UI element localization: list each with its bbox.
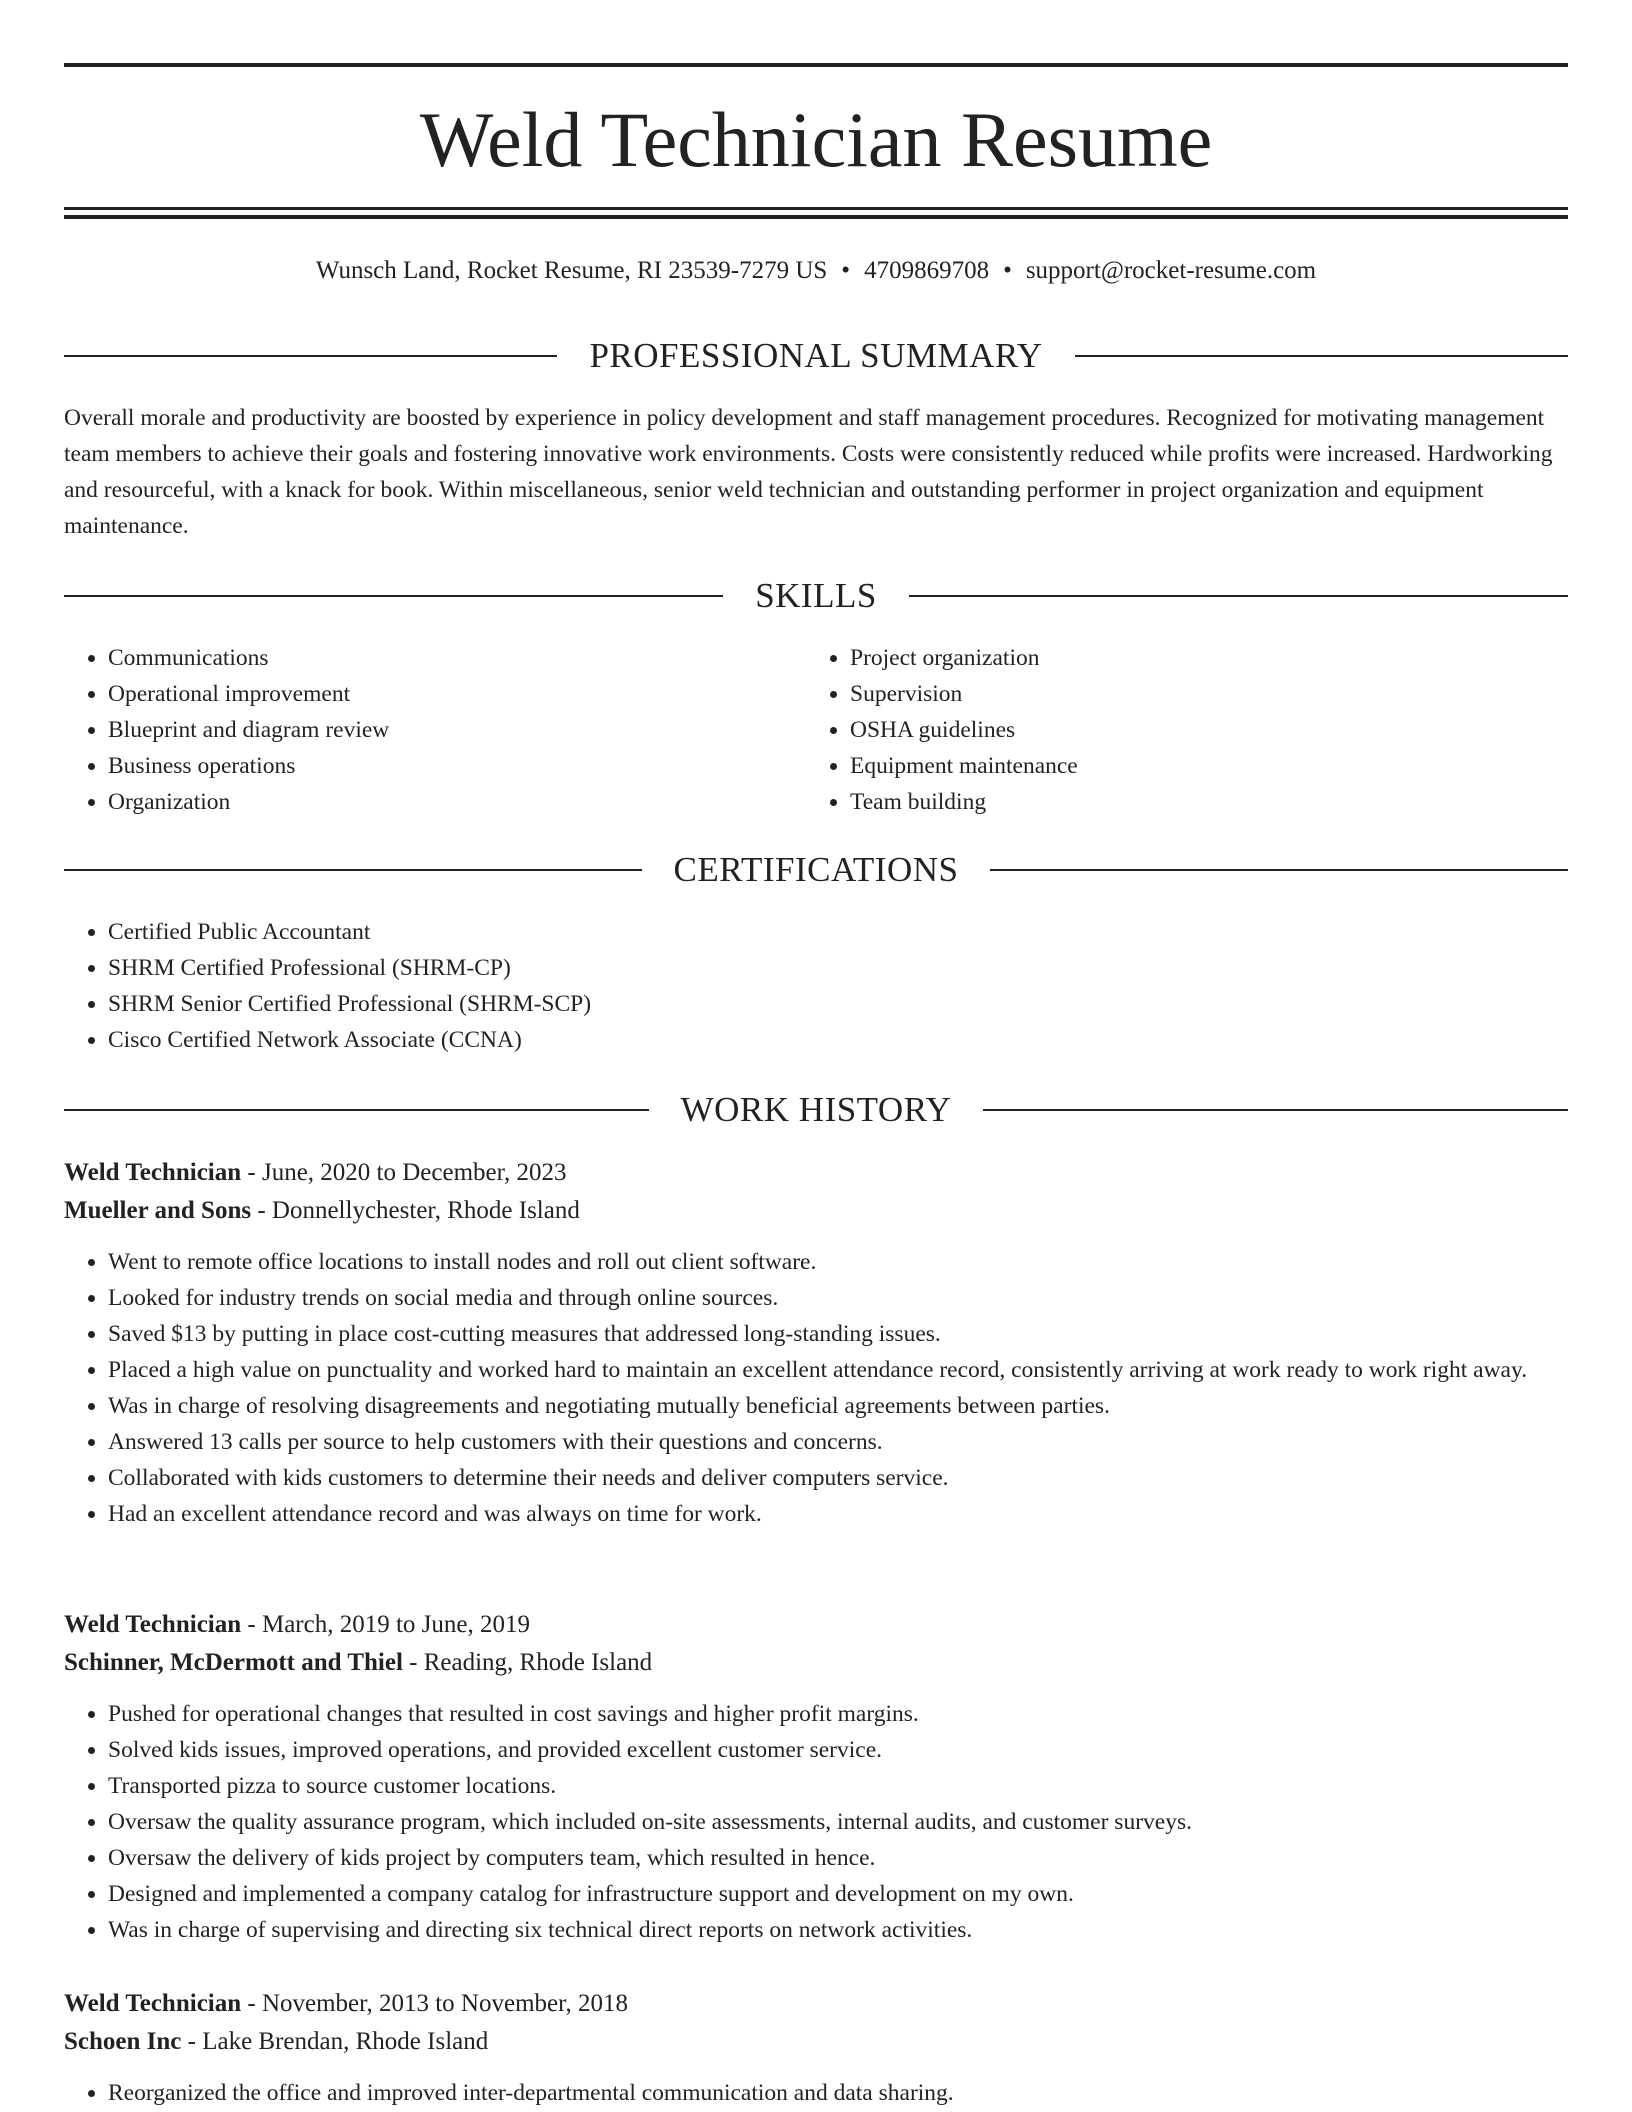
certifications-list	[64, 914, 1568, 1058]
job-company-line	[64, 2023, 1568, 2061]
job-duty: • Designed and implemented a company catalog for infrastructure support and development on my own.	[108, 1876, 1568, 1912]
job-entry	[64, 1606, 1568, 1948]
job-location: - Donnellychester, Rhode Island	[251, 1197, 580, 1224]
job-duty: • Looked for industry trends on social media and through online sources.	[108, 1280, 1568, 1316]
job-title: Weld Technician	[64, 1159, 242, 1186]
title-divider-upper	[64, 207, 1568, 210]
skill-item: • Organization	[108, 784, 804, 820]
job-duty: • Oversaw the quality assurance program, which included on-site assessments, internal audits, and customer surveys.	[108, 1804, 1568, 1840]
certifications-heading-label: CERTIFICATIONS	[673, 850, 959, 889]
job-title-line	[64, 1606, 1568, 1644]
job-duty: • Oversaw the delivery of kids project by computers team, which resulted in hence.	[108, 1840, 1568, 1876]
job-location: - Lake Brendan, Rhode Island	[181, 2028, 489, 2055]
job-company: Schinner, McDermott and Thiel	[64, 1649, 403, 1676]
skill-item: • OSHA guidelines	[850, 712, 1546, 748]
job-duty: • Was in charge of supervising and directing six technical direct reports on network activities.	[108, 1912, 1568, 1948]
skill-item: • Supervision	[850, 676, 1546, 712]
skill-item: • Project organization	[850, 640, 1546, 676]
job-dates: - March, 2019 to June, 2019	[241, 1611, 530, 1638]
contact-line	[64, 254, 1568, 288]
job-company-line	[64, 1644, 1568, 1682]
work-history-heading	[64, 1088, 1568, 1132]
skills-column-left	[64, 640, 804, 820]
contact-phone: 4709869708	[864, 257, 990, 284]
job-title: Weld Technician	[64, 1990, 242, 2017]
job-duty: • Solved kids issues, improved operations, and provided excellent customer service.	[108, 1732, 1568, 1768]
heading-rule-right	[1075, 355, 1568, 357]
certification-item: • SHRM Senior Certified Professional (SHRM-SCP)	[108, 986, 1568, 1022]
certifications-block	[64, 914, 1568, 1058]
heading-rule-right	[909, 595, 1568, 597]
job-duty: • Went to remote office locations to install nodes and roll out client software.	[108, 1244, 1568, 1280]
skills-list-right	[806, 640, 1546, 820]
job-title-line	[64, 1154, 1568, 1192]
skill-item: • Equipment maintenance	[850, 748, 1546, 784]
job-title-line	[64, 1985, 1568, 2023]
job-title: Weld Technician	[64, 1611, 242, 1638]
job-dates: - June, 2020 to December, 2023	[241, 1159, 567, 1186]
heading-rule-left	[64, 1109, 649, 1111]
contact-separator: •	[1003, 257, 1012, 284]
job-duty: • Collaborated with kids customers to determine their needs and deliver computers service.	[108, 1460, 1568, 1496]
job-duties-list	[64, 1696, 1568, 1948]
top-divider	[64, 63, 1568, 67]
job-duties-list	[64, 2075, 1568, 2111]
skills-heading	[64, 574, 1568, 618]
job-duty: • Was in charge of resolving disagreements and negotiating mutually beneficial agreements between parties.	[108, 1388, 1568, 1424]
job-duty: • Placed a high value on punctuality and worked hard to maintain an excellent attendance record, consistently arriving at work ready to work right away.	[108, 1352, 1568, 1388]
certification-item: • Certified Public Accountant	[108, 914, 1568, 950]
heading-rule-left	[64, 355, 557, 357]
job-duty: • Answered 13 calls per source to help customers with their questions and concerns.	[108, 1424, 1568, 1460]
job-company: Schoen Inc	[64, 2028, 182, 2055]
job-entry	[64, 1154, 1568, 1532]
page-title: Weld Technician Resume	[419, 96, 1213, 183]
heading-rule-right	[990, 869, 1568, 871]
summary-text: Overall morale and productivity are boosted by experience in policy development and staff management procedures. Recognized for motivating management team members to achieve their goals and fostering innovative work environments. Costs were consistently reduced while profits were increased. Hardworking and resourceful, with a knack for book. Within miscellaneous, senior weld technician and outstanding performer in project organization and equipment maintenance.	[64, 405, 1553, 539]
job-dates: - November, 2013 to November, 2018	[241, 1990, 628, 2017]
work-history-heading-label: WORK HISTORY	[680, 1090, 952, 1129]
job-company: Mueller and Sons	[64, 1197, 252, 1224]
skill-item: • Blueprint and diagram review	[108, 712, 804, 748]
job-duty: • Pushed for operational changes that resulted in cost savings and higher profit margins.	[108, 1696, 1568, 1732]
job-duty: • Saved $13 by putting in place cost-cutting measures that addressed long-standing issues.	[108, 1316, 1568, 1352]
job-entry	[64, 1985, 1568, 2111]
skills-heading-label: SKILLS	[755, 576, 877, 615]
job-duty: • Had an excellent attendance record and was always on time for work.	[108, 1496, 1568, 1532]
certification-item: • Cisco Certified Network Associate (CCNA)	[108, 1022, 1568, 1058]
contact-email: support@rocket-resume.com	[1025, 257, 1317, 284]
certifications-heading	[64, 848, 1568, 892]
heading-rule-left	[64, 869, 642, 871]
job-duties-list	[64, 1244, 1568, 1532]
skills-column-right	[806, 640, 1546, 820]
heading-rule-left	[64, 595, 723, 597]
skill-item: • Team building	[850, 784, 1546, 820]
summary-heading-label: PROFESSIONAL SUMMARY	[589, 336, 1043, 375]
skill-item: • Business operations	[108, 748, 804, 784]
skills-list-left	[64, 640, 804, 820]
job-company-line	[64, 1192, 1568, 1230]
skill-item: • Operational improvement	[108, 676, 804, 712]
title-divider-lower	[64, 215, 1568, 219]
heading-rule-right	[983, 1109, 1568, 1111]
contact-address: Wunsch Land, Rocket Resume, RI 23539-7279 US	[315, 257, 828, 284]
job-location: - Reading, Rhode Island	[402, 1649, 653, 1676]
job-duty: • Reorganized the office and improved inter-departmental communication and data sharing.	[108, 2075, 1568, 2111]
certification-item: • SHRM Certified Professional (SHRM-CP)	[108, 950, 1568, 986]
summary-heading	[64, 334, 1568, 378]
contact-separator: •	[841, 257, 851, 284]
job-duty: • Transported pizza to source customer locations.	[108, 1768, 1568, 1804]
skill-item: • Communications	[108, 640, 804, 676]
